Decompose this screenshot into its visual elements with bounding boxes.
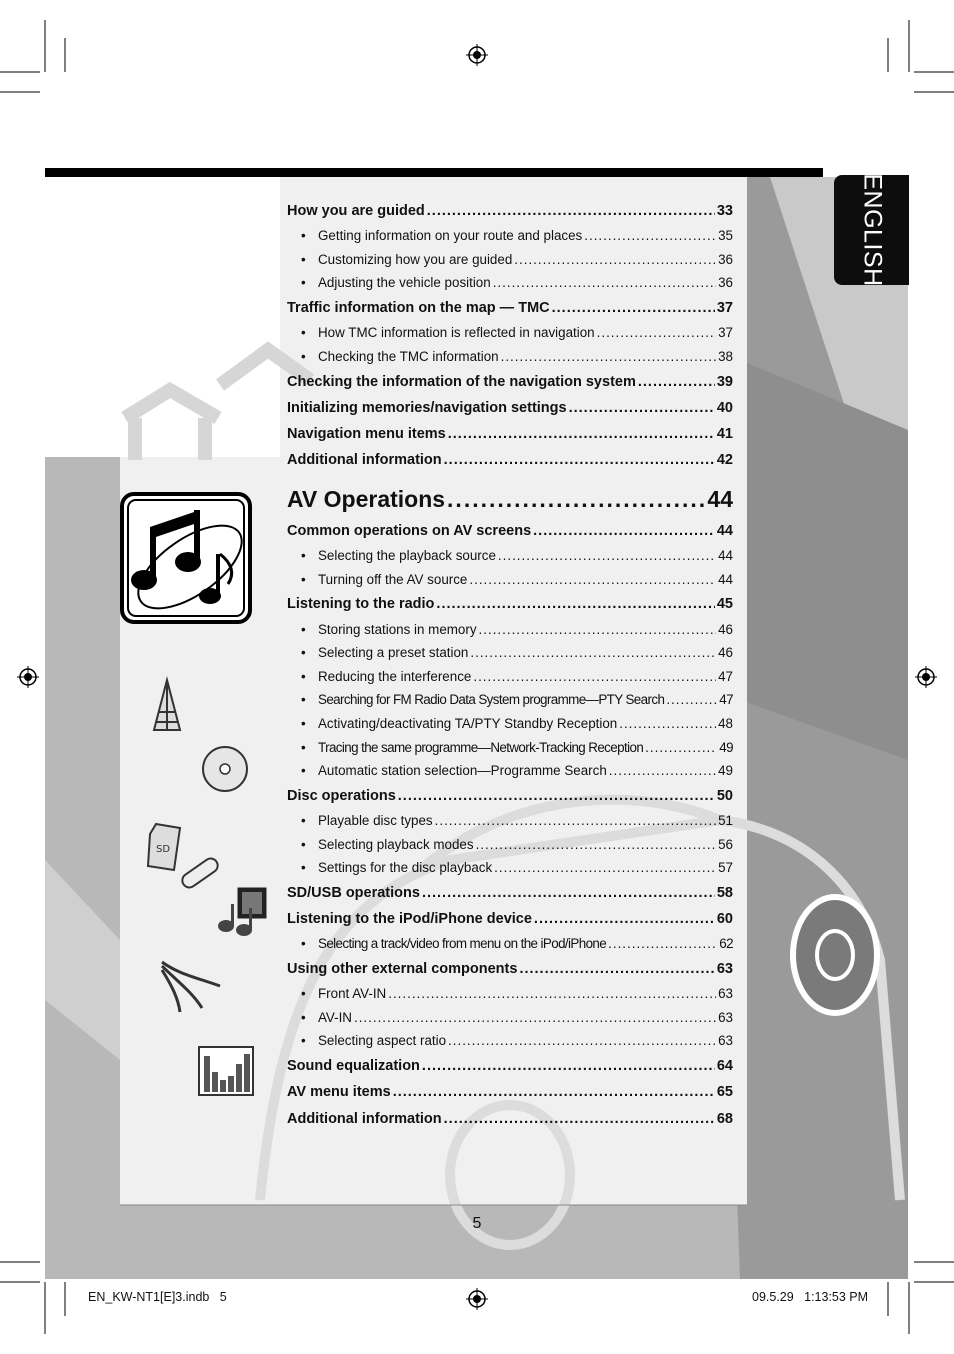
toc-leader xyxy=(388,982,716,1006)
toc-entry-title: Navigation menu items xyxy=(287,426,446,443)
toc-subentry-title: Selecting aspect ratio xyxy=(318,1033,447,1049)
toc-entry-page: 39 xyxy=(716,373,733,390)
bullet: • xyxy=(301,936,306,952)
toc-leader xyxy=(608,932,717,956)
toc-subentry-title: How TMC information is reflected in navigation xyxy=(318,325,595,341)
toc-leader xyxy=(494,856,716,880)
toc-subentry[interactable] xyxy=(287,618,733,642)
header-rule xyxy=(45,168,823,177)
page-number: 5 xyxy=(472,1215,482,1232)
language-tab-label: ENGLISH xyxy=(858,173,886,287)
toc-entry-page: 33 xyxy=(716,203,733,219)
toc-subentry-page: 36 xyxy=(718,275,733,291)
toc-subentry-page: 46 xyxy=(718,645,733,661)
toc-entry-page: 68 xyxy=(716,1110,733,1127)
section-title: AV Operations xyxy=(287,485,446,512)
toc-entry-title: AV menu items xyxy=(287,1084,391,1101)
toc-subentry-page: 38 xyxy=(718,348,733,364)
toc-entry-page: 50 xyxy=(716,787,733,804)
disc-icon xyxy=(200,744,250,794)
bullet: • xyxy=(301,1009,306,1025)
toc-subentry[interactable] xyxy=(287,568,733,592)
registration-mark-icon xyxy=(915,666,937,688)
toc-subentry-title: Turning off the AV source xyxy=(318,571,468,587)
toc-subentry-page: 62 xyxy=(719,936,733,952)
toc-leader xyxy=(476,833,717,857)
toc-entry-title: Additional information xyxy=(287,1110,442,1127)
bullet: • xyxy=(301,715,306,731)
toc-subentry-page: 46 xyxy=(718,621,733,637)
bullet: • xyxy=(301,621,306,637)
toc-entry[interactable] xyxy=(287,783,733,809)
registration-mark-icon xyxy=(17,666,39,688)
bullet: • xyxy=(301,275,306,291)
toc-subentry-title: AV-IN xyxy=(318,1009,352,1025)
toc-leader xyxy=(609,759,716,783)
toc-subentry-title: Getting information on your route and places xyxy=(318,228,583,244)
toc-entry[interactable] xyxy=(287,906,733,932)
toc-entry[interactable] xyxy=(287,395,733,421)
toc-entry-title: Disc operations xyxy=(287,787,396,804)
toc-entry[interactable] xyxy=(287,1053,733,1079)
toc-subentry[interactable] xyxy=(287,641,733,665)
toc-subentry[interactable] xyxy=(287,833,733,857)
toc-leader xyxy=(436,591,714,617)
toc-entry[interactable] xyxy=(287,591,733,617)
toc-entry-page: 63 xyxy=(716,960,733,977)
toc-entry[interactable] xyxy=(287,956,733,982)
bullet: • xyxy=(301,228,306,244)
toc-leader xyxy=(666,688,717,712)
equalizer-icon xyxy=(198,1046,254,1096)
toc-subentry[interactable] xyxy=(287,544,733,568)
toc-subentry[interactable] xyxy=(287,321,733,345)
toc-entry-title: Checking the information of the navigation system xyxy=(287,373,636,390)
toc-entry-page: 60 xyxy=(716,911,733,928)
toc-leader xyxy=(514,248,716,272)
bullet: • xyxy=(301,692,306,708)
toc-entry-title: Sound equalization xyxy=(287,1058,420,1075)
toc-subentry[interactable] xyxy=(287,224,733,248)
toc-subentry-page: 56 xyxy=(718,836,733,852)
toc-entry-title: Additional information xyxy=(287,452,442,469)
toc-leader xyxy=(444,1106,715,1132)
toc-subentry-page: 57 xyxy=(718,860,733,876)
registration-mark-icon xyxy=(466,1288,488,1310)
bullet: • xyxy=(301,812,306,828)
toc-subentry[interactable] xyxy=(287,712,733,736)
bullet: • xyxy=(301,645,306,661)
toc-leader xyxy=(501,345,716,369)
toc-subentry-title: Selecting a preset station xyxy=(318,645,469,661)
bullet: • xyxy=(301,571,306,587)
toc-section-heading[interactable] xyxy=(287,474,733,518)
bullet: • xyxy=(301,325,306,341)
toc-leader xyxy=(448,1029,716,1053)
toc-entry-page: 65 xyxy=(716,1084,733,1101)
toc-leader xyxy=(645,736,717,760)
toc-subentry[interactable] xyxy=(287,345,733,369)
toc-subentry-page: 47 xyxy=(718,668,733,684)
toc-leader xyxy=(519,956,714,982)
toc-subentry[interactable] xyxy=(287,248,733,272)
toc-subentry-title: Searching for FM Radio Data System programme—PTY Search xyxy=(318,692,665,708)
toc-entry[interactable] xyxy=(287,1106,733,1132)
toc-leader xyxy=(569,395,715,421)
toc-entry-page: 41 xyxy=(716,426,733,443)
toc-subentry-title: Activating/deactivating TA/PTY Standby Reception xyxy=(318,715,618,731)
toc-leader xyxy=(493,271,716,295)
toc-leader xyxy=(422,880,715,906)
toc-leader xyxy=(584,224,716,248)
toc-entry[interactable] xyxy=(287,421,733,447)
bullet: • xyxy=(301,548,306,564)
toc-subentry-title: Front AV-IN xyxy=(318,986,387,1002)
toc-entry-title: Initializing memories/navigation settings xyxy=(287,399,567,416)
toc-entry[interactable] xyxy=(287,198,733,224)
bullet: • xyxy=(301,1033,306,1049)
toc-leader xyxy=(444,447,715,473)
toc-subentry-page: 49 xyxy=(718,763,733,779)
table-of-contents xyxy=(287,198,733,1132)
toc-subentry[interactable] xyxy=(287,809,733,833)
toc-subentry[interactable] xyxy=(287,932,733,956)
toc-leader xyxy=(393,1079,715,1105)
toc-entry-title: Listening to the iPod/iPhone device xyxy=(287,911,532,928)
toc-leader xyxy=(354,1006,716,1030)
toc-entry-page: 45 xyxy=(716,596,733,613)
toc-entry[interactable] xyxy=(287,518,733,544)
toc-subentry-title: Playable disc types xyxy=(318,812,433,828)
toc-entry[interactable] xyxy=(287,369,733,395)
toc-subentry-title: Tracing the same programme—Network-Tracking Reception xyxy=(318,739,644,755)
toc-subentry-title: Reducing the interference xyxy=(318,668,472,684)
toc-leader xyxy=(470,641,716,665)
toc-leader xyxy=(534,906,715,932)
toc-subentry[interactable] xyxy=(287,1029,733,1053)
toc-subentry[interactable] xyxy=(287,688,733,712)
toc-leader xyxy=(597,321,716,345)
toc-entry-title: How you are guided xyxy=(287,203,425,219)
bullet: • xyxy=(301,348,306,364)
music-notes-icon xyxy=(120,492,252,624)
toc-leader xyxy=(473,665,716,689)
toc-leader xyxy=(533,518,715,544)
toc-entry-title: SD/USB operations xyxy=(287,884,420,901)
antenna-icon xyxy=(150,676,184,734)
toc-subentry-page: 49 xyxy=(719,739,733,755)
toc-subentry-page: 35 xyxy=(718,228,733,244)
toc-subentry-page: 47 xyxy=(719,692,733,708)
toc-subentry[interactable] xyxy=(287,271,733,295)
svg-text:SD: SD xyxy=(156,844,171,855)
toc-entry[interactable] xyxy=(287,880,733,906)
toc-subentry-page: 44 xyxy=(718,548,733,564)
language-tab xyxy=(834,175,909,285)
toc-subentry[interactable] xyxy=(287,736,733,760)
toc-entry-page: 64 xyxy=(716,1058,733,1075)
footer-file-name: EN_KW-NT1[E]3.indb 5 xyxy=(88,1290,227,1304)
toc-leader xyxy=(469,568,716,592)
bullet: • xyxy=(301,860,306,876)
ipod-media-icon xyxy=(214,886,270,938)
toc-subentry-title: Selecting the playback source xyxy=(318,548,496,564)
toc-subentry-title: Customizing how you are guided xyxy=(318,251,513,267)
toc-leader xyxy=(427,198,715,224)
bullet: • xyxy=(301,251,306,267)
toc-entry-title: Listening to the radio xyxy=(287,596,435,613)
toc-leader xyxy=(619,712,716,736)
bullet: • xyxy=(301,739,306,755)
toc-entry-title: Traffic information on the map — TMC xyxy=(287,300,550,317)
toc-entry-page: 42 xyxy=(716,452,733,469)
toc-leader xyxy=(638,369,715,395)
toc-subentry-page: 37 xyxy=(718,325,733,341)
toc-subentry-title: Selecting a track/video from menu on the iPod/iPhone xyxy=(318,936,607,952)
toc-leader xyxy=(447,474,705,524)
toc-subentry-page: 63 xyxy=(718,1033,733,1049)
toc-entry-page: 44 xyxy=(716,522,733,539)
toc-subentry[interactable] xyxy=(287,982,733,1006)
toc-subentry-title: Automatic station selection—Programme Search xyxy=(318,763,607,779)
toc-subentry-page: 63 xyxy=(718,986,733,1002)
toc-subentry-title: Selecting playback modes xyxy=(318,836,474,852)
toc-subentry-page: 36 xyxy=(718,251,733,267)
bullet: • xyxy=(301,763,306,779)
toc-leader xyxy=(435,809,716,833)
registration-mark-icon xyxy=(466,44,488,66)
toc-leader xyxy=(498,544,716,568)
toc-entry[interactable] xyxy=(287,295,733,321)
bullet: • xyxy=(301,668,306,684)
toc-entry-page: 58 xyxy=(716,884,733,901)
toc-subentry[interactable] xyxy=(287,1006,733,1030)
toc-entry-title: Common operations on AV screens xyxy=(287,522,532,539)
toc-leader xyxy=(422,1053,715,1079)
toc-leader xyxy=(552,295,715,321)
toc-subentry-page: 44 xyxy=(718,571,733,587)
toc-entry-page: 37 xyxy=(716,300,733,317)
av-cable-icon xyxy=(158,958,224,1014)
toc-entry-title: Using other external components xyxy=(287,960,518,977)
toc-entry[interactable] xyxy=(287,1079,733,1105)
toc-leader xyxy=(398,783,715,809)
toc-subentry-page: 63 xyxy=(718,1009,733,1025)
bullet: • xyxy=(301,836,306,852)
toc-subentry-title: Storing stations in memory xyxy=(318,621,477,637)
toc-leader xyxy=(479,618,717,642)
bullet: • xyxy=(301,986,306,1002)
section-page: 44 xyxy=(707,485,733,512)
toc-subentry-page: 48 xyxy=(718,715,733,731)
toc-subentry-page: 51 xyxy=(718,812,733,828)
toc-subentry-title: Checking the TMC information xyxy=(318,348,499,364)
footer-timestamp: 09.5.29 1:13:53 PM xyxy=(752,1290,869,1304)
toc-entry[interactable] xyxy=(287,447,733,473)
toc-entry-page: 40 xyxy=(716,399,733,416)
toc-subentry[interactable] xyxy=(287,856,733,880)
toc-leader xyxy=(448,421,715,447)
toc-subentry-title: Settings for the disc playback xyxy=(318,860,493,876)
toc-subentry[interactable] xyxy=(287,759,733,783)
toc-subentry[interactable] xyxy=(287,665,733,689)
toc-subentry-title: Adjusting the vehicle position xyxy=(318,275,491,291)
